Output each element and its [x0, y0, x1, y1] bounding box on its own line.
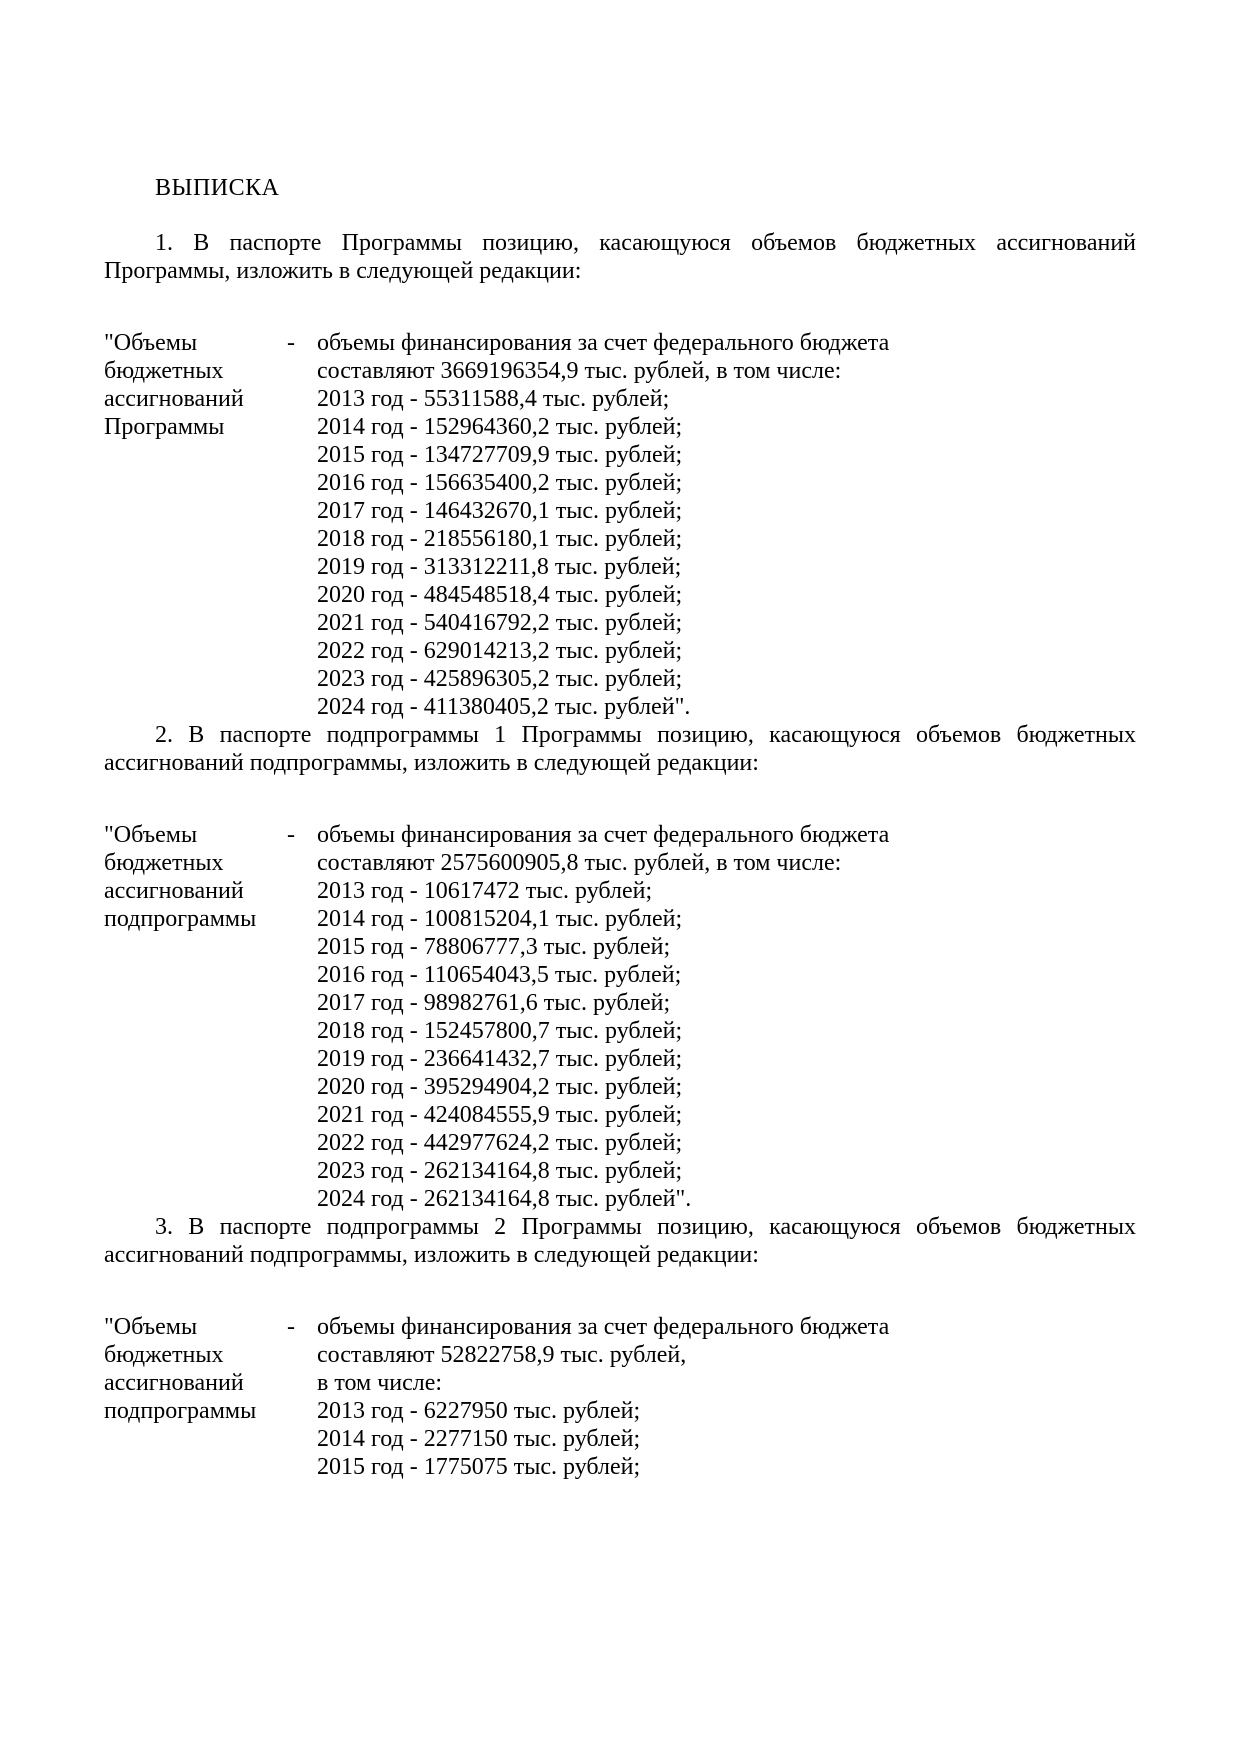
budget-line: 2014 год - 152964360,2 тыс. рублей; — [317, 414, 683, 440]
budget-line: составляют 2575600905,8 тыс. рублей, в том числе: — [317, 850, 842, 876]
budget-block-dash: - — [287, 822, 295, 848]
budget-line: 2020 год - 484548518,4 тыс. рублей; — [317, 582, 683, 608]
section-1-budget-block — [104, 329, 1136, 721]
budget-line: объемы финансирования за счет федерального бюджета — [317, 1314, 890, 1340]
budget-line: 2017 год - 98982761,6 тыс. рублей; — [317, 990, 671, 1016]
budget-line: 2013 год - 55311588,4 тыс. рублей; — [317, 386, 670, 412]
budget-line: 2015 год - 134727709,9 тыс. рублей; — [317, 442, 683, 468]
budget-line: 2015 год - 1775075 тыс. рублей; — [317, 1454, 641, 1480]
budget-line: 2021 год - 424084555,9 тыс. рублей; — [317, 1102, 683, 1128]
budget-line: объемы финансирования за счет федерального бюджета — [317, 822, 890, 848]
budget-line: 2017 год - 146432670,1 тыс. рублей; — [317, 498, 683, 524]
budget-line: 2019 год - 313312211,8 тыс. рублей; — [317, 554, 682, 580]
budget-line: составляют 3669196354,9 тыс. рублей, в том числе: — [317, 358, 842, 384]
budget-line: 2019 год - 236641432,7 тыс. рублей; — [317, 1046, 683, 1072]
section-3-budget-block — [104, 1313, 1136, 1481]
budget-block-lines — [317, 821, 1136, 1213]
section-2-budget-block — [104, 821, 1136, 1213]
budget-line: 2024 год - 262134164,8 тыс. рублей". — [317, 1186, 692, 1212]
budget-line: 2014 год - 2277150 тыс. рублей; — [317, 1426, 641, 1452]
budget-line: 2024 год - 411380405,2 тыс. рублей". — [317, 694, 691, 720]
document-title: ВЫПИСКА — [155, 175, 280, 201]
section-2 — [104, 721, 1136, 1213]
budget-line: 2013 год - 6227950 тыс. рублей; — [317, 1398, 641, 1424]
budget-line: 2018 год - 218556180,1 тыс. рублей; — [317, 526, 683, 552]
budget-block-lines — [317, 1313, 1136, 1481]
budget-block-label: "Объемы бюджетных ассигнований подпрограммы — [104, 822, 257, 932]
budget-line: 2013 год - 10617472 тыс. рублей; — [317, 878, 653, 904]
budget-line: 2014 год - 100815204,1 тыс. рублей; — [317, 906, 683, 932]
budget-line: 2022 год - 442977624,2 тыс. рублей; — [317, 1130, 683, 1156]
budget-block-dash: - — [287, 330, 295, 356]
budget-block-dash: - — [287, 1314, 295, 1340]
budget-block-label: "Объемы бюджетных ассигнований Программы — [104, 330, 244, 440]
budget-line: 2016 год - 110654043,5 тыс. рублей; — [317, 962, 682, 988]
budget-line: в том числе: — [317, 1370, 443, 1396]
budget-line: 2018 год - 152457800,7 тыс. рублей; — [317, 1018, 683, 1044]
budget-line: 2023 год - 262134164,8 тыс. рублей; — [317, 1158, 683, 1184]
budget-line: составляют 52822758,9 тыс. рублей, — [317, 1342, 687, 1368]
section-2-intro: 2. В паспорте подпрограммы 1 Программы позицию, касающуюся объемов бюджетных ассигнований подпрограммы, изложить в следующей редакции: — [104, 722, 1136, 776]
budget-line: 2020 год - 395294904,2 тыс. рублей; — [317, 1074, 683, 1100]
budget-block-lines — [317, 329, 1136, 721]
section-3-intro: 3. В паспорте подпрограммы 2 Программы позицию, касающуюся объемов бюджетных ассигнований подпрограммы, изложить в следующей редакции: — [104, 1214, 1136, 1268]
budget-block-label: "Объемы бюджетных ассигнований подпрограммы — [104, 1314, 257, 1424]
section-1 — [104, 229, 1136, 721]
budget-line: 2022 год - 629014213,2 тыс. рублей; — [317, 638, 683, 664]
section-3 — [104, 1213, 1136, 1481]
budget-line: 2015 год - 78806777,3 тыс. рублей; — [317, 934, 671, 960]
section-1-intro: 1. В паспорте Программы позицию, касающуюся объемов бюджетных ассигнований Программы, изложить в следующей редакции: — [104, 230, 1136, 284]
budget-line: 2023 год - 425896305,2 тыс. рублей; — [317, 666, 683, 692]
budget-line: 2016 год - 156635400,2 тыс. рублей; — [317, 470, 683, 496]
budget-line: объемы финансирования за счет федерального бюджета — [317, 330, 890, 356]
budget-line: 2021 год - 540416792,2 тыс. рублей; — [317, 610, 683, 636]
